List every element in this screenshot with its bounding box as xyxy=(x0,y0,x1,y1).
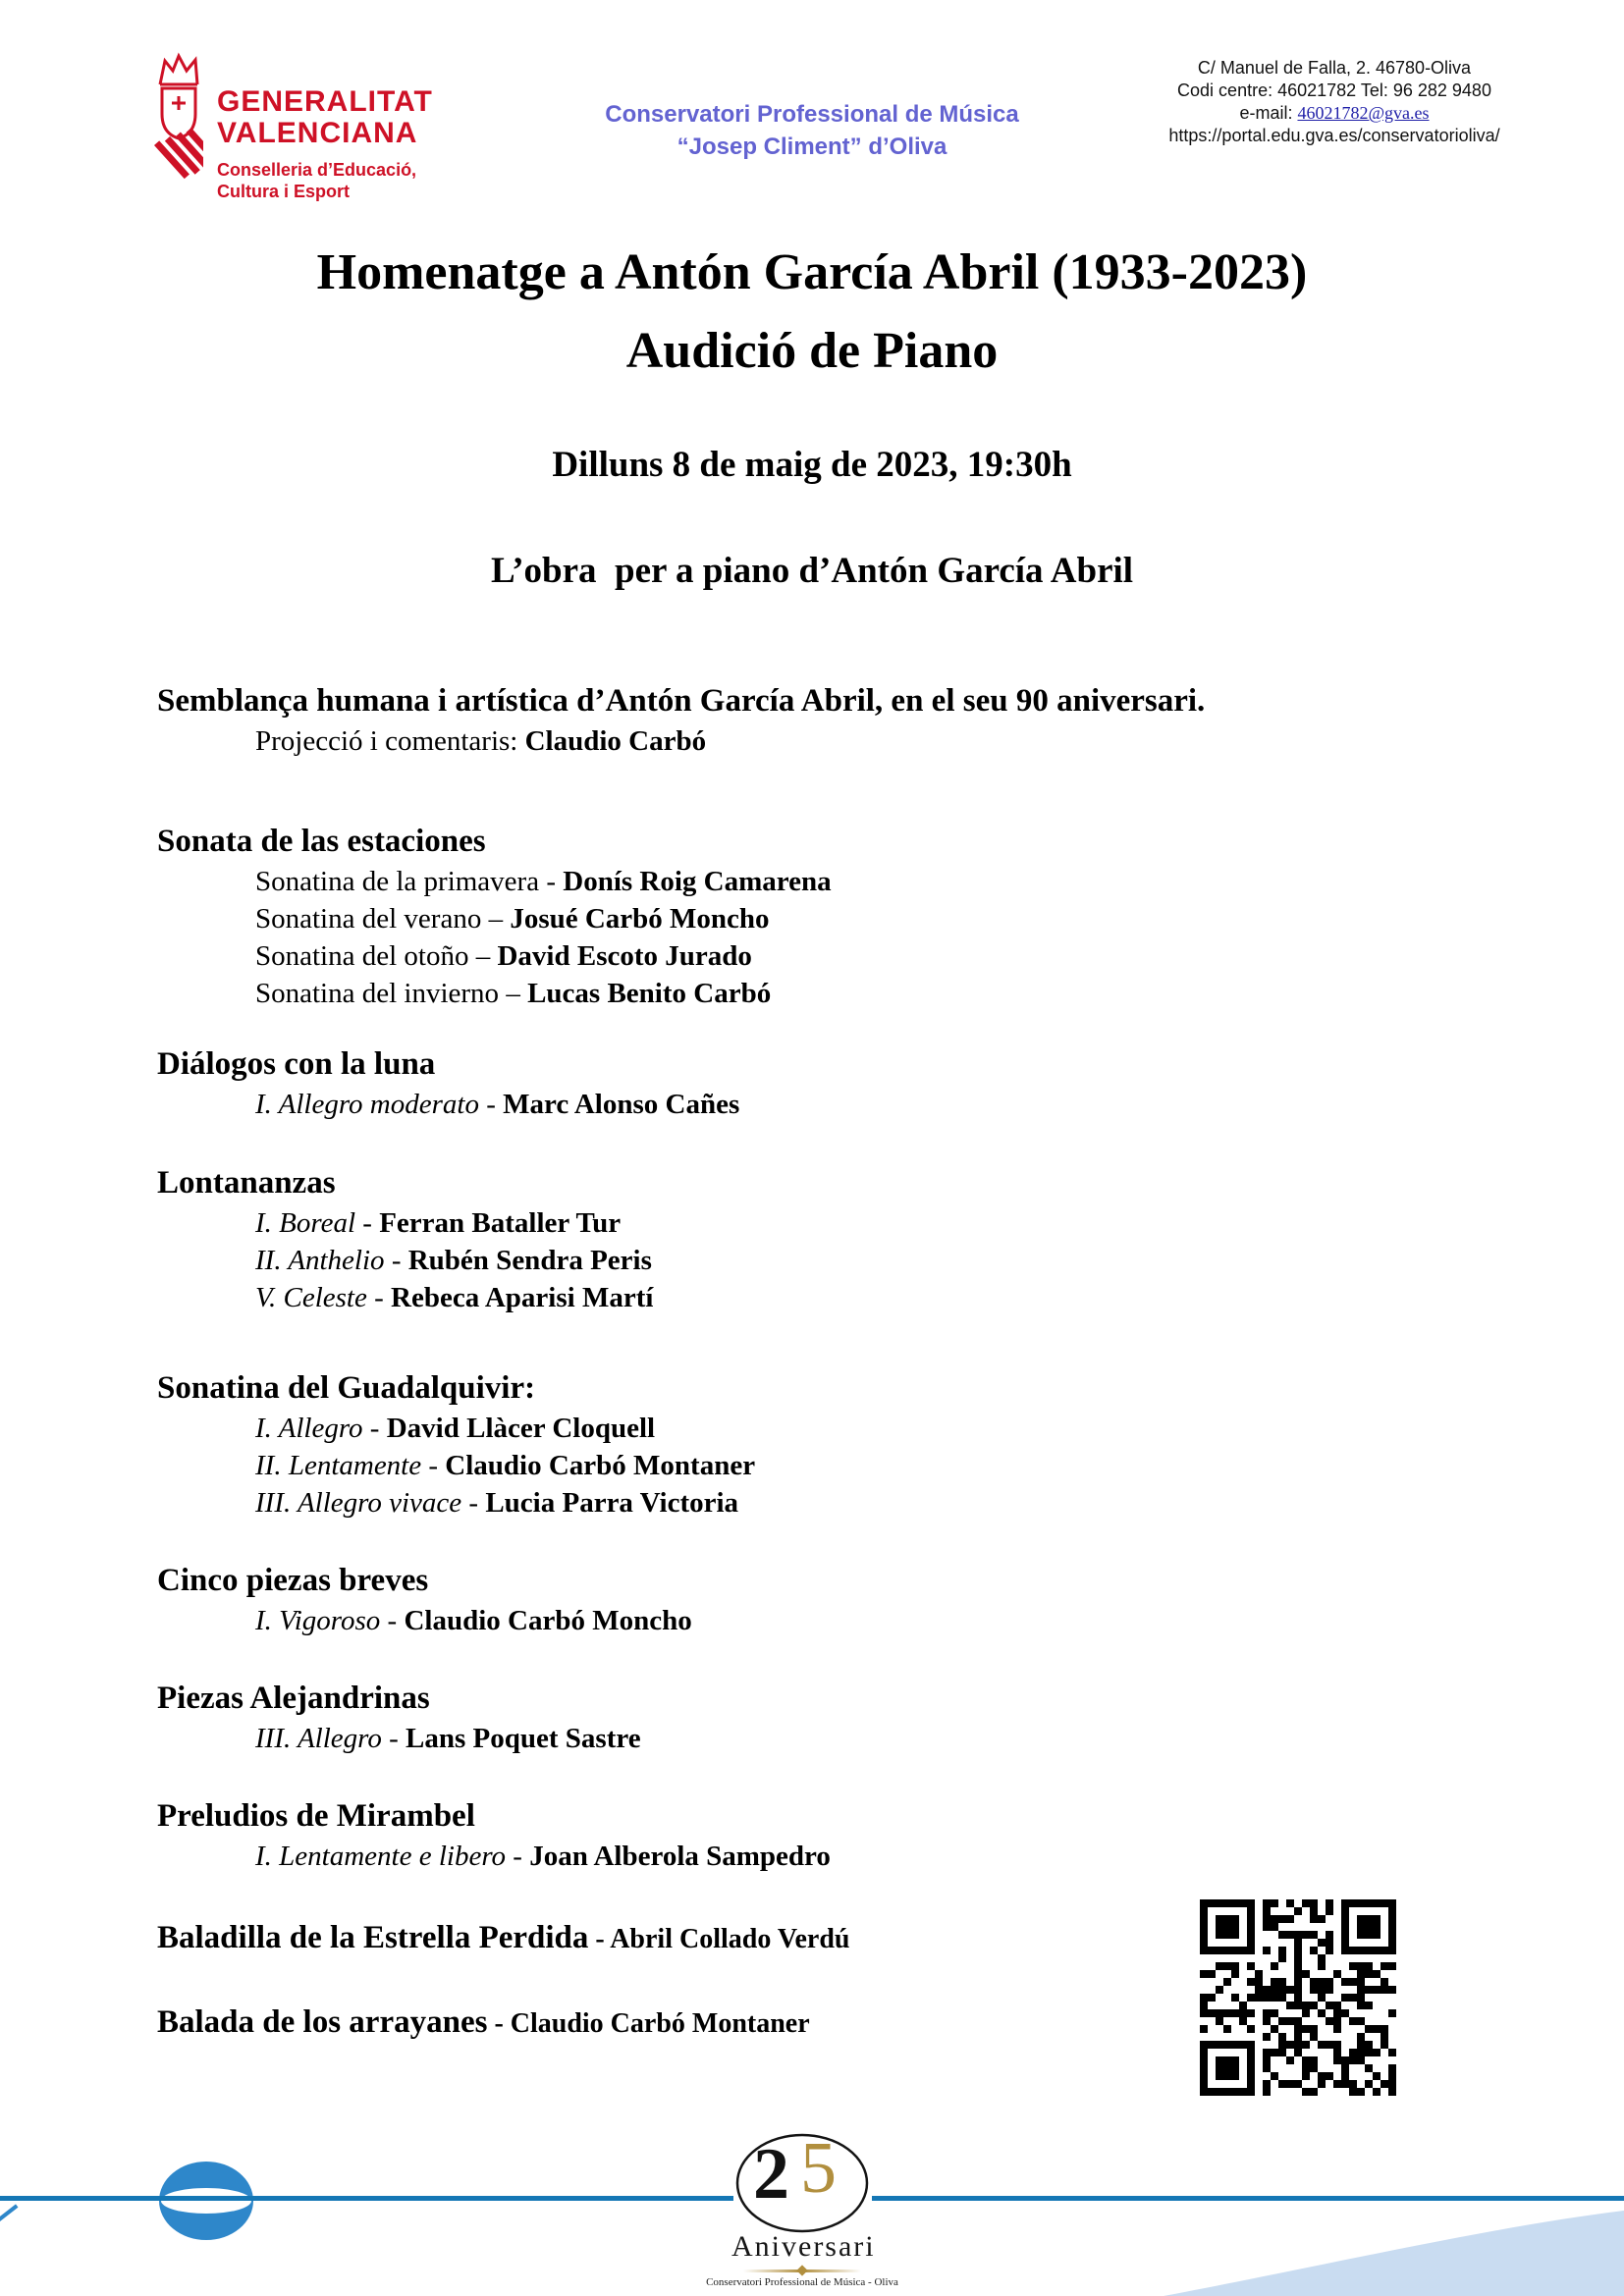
performer-name: Lucas Benito Carbó xyxy=(527,978,772,1009)
separator: – xyxy=(499,978,528,1009)
contact-email-line xyxy=(1123,102,1545,125)
footer-rule-right xyxy=(872,2196,1624,2201)
movement-title: V. Celeste xyxy=(255,1282,367,1313)
piece-title: Piezas Alejandrinas xyxy=(157,1681,430,1716)
piece-title: Diálogos con la luna xyxy=(157,1046,436,1082)
program-section xyxy=(157,1559,1565,1639)
anniversary-ornament xyxy=(743,2269,861,2272)
movement-title: III. Allegro xyxy=(255,1723,382,1754)
movement-title: I. Vigoroso xyxy=(255,1605,381,1636)
separator: - xyxy=(381,1723,406,1754)
movement-title: Sonatina del invierno xyxy=(255,978,500,1009)
performer-name: Claudio Carbó Moncho xyxy=(404,1605,692,1636)
program-item xyxy=(157,1410,1565,1447)
email-link[interactable]: 46021782@gva.es xyxy=(1297,103,1430,123)
anniversary-digit-5: 5 xyxy=(800,2128,837,2209)
program-section xyxy=(157,1794,1565,1875)
page-title xyxy=(0,234,1624,391)
movement-title: II. Lentamente xyxy=(255,1450,422,1481)
conservatory-name-line1: Conservatori Professional de Música xyxy=(605,101,1019,128)
performer-name: Claudio Carbó Montaner xyxy=(445,1450,756,1481)
performer-name: Josué Carbó Moncho xyxy=(510,903,770,934)
movement-title: Sonatina de la primavera xyxy=(255,866,540,897)
performer-name: - Abril Collado Verdú xyxy=(588,1924,850,1954)
page-title-line1: Homenatge a Antón García Abril (1933-2023) xyxy=(316,244,1308,300)
anniversary-label: Aniversari xyxy=(731,2230,876,2263)
piece-title: Cinco piezas breves xyxy=(157,1563,429,1598)
separator: - xyxy=(506,1841,530,1872)
contact-code-phone: Codi centre: 46021782 Tel: 96 282 9480 xyxy=(1177,80,1491,100)
movement-title: I. Allegro moderato xyxy=(255,1089,479,1120)
separator: - xyxy=(478,1089,504,1120)
program-item xyxy=(157,1602,1565,1639)
performer-name: David Escoto Jurado xyxy=(497,940,752,972)
piece-title: Balada de los arrayanes - Claudio Carbó Montaner xyxy=(157,2004,810,2040)
piece-title: Lontananzas xyxy=(157,1165,336,1201)
piece-title: Semblança humana i artística d’Antón García Abril, en el seu 90 aniversari. xyxy=(157,683,1206,719)
piece-title: Sonatina del Guadalquivir: xyxy=(157,1370,536,1406)
conservatory-name-line2: “Josep Climent” d’Oliva xyxy=(677,133,947,160)
performer-name: - Claudio Carbó Montaner xyxy=(487,2008,810,2039)
separator xyxy=(517,725,524,757)
movement-title: Projecció i comentaris: xyxy=(255,725,518,757)
performer-name: Donís Roig Camarena xyxy=(563,866,832,897)
performer-name: Lucia Parra Victoria xyxy=(485,1487,739,1519)
gva-sub1: Conselleria d’Educació, xyxy=(217,160,417,180)
performer-name: Rubén Sendra Peris xyxy=(407,1245,652,1276)
separator: – xyxy=(481,903,511,934)
email-label: e-mail: xyxy=(1239,103,1298,123)
program-item xyxy=(157,1242,1565,1279)
event-subtitle: L’obra per a piano d’Antón García Abril xyxy=(490,551,1134,591)
gva-line1: GENERALITAT xyxy=(217,85,433,118)
separator: - xyxy=(355,1207,380,1239)
separator: - xyxy=(421,1450,446,1481)
program-item xyxy=(157,1279,1565,1316)
separator: - xyxy=(366,1282,392,1313)
anniversary-digit-2: 2 xyxy=(753,2134,789,2215)
program-section xyxy=(157,1161,1565,1316)
program-item xyxy=(157,1838,1565,1875)
program-item xyxy=(157,1086,1565,1123)
program-item xyxy=(157,1720,1565,1757)
piece-title: Preludios de Mirambel xyxy=(157,1798,475,1834)
separator: - xyxy=(461,1487,486,1519)
separator: - xyxy=(362,1413,387,1444)
movement-title: II. Anthelio xyxy=(255,1245,385,1276)
movement-title: Sonatina del otoño xyxy=(255,940,469,972)
program-section xyxy=(157,1366,1565,1522)
program-section xyxy=(157,820,1565,1012)
performer-name: Claudio Carbó xyxy=(524,725,707,757)
event-date: Dilluns 8 de maig de 2023, 19:30h xyxy=(552,445,1072,485)
separator: - xyxy=(539,866,564,897)
contact-block xyxy=(1123,57,1545,147)
wave-mark xyxy=(0,2204,18,2222)
anniversary-small-text: Conservatori Professional de Música - Oliva xyxy=(706,2276,898,2288)
gva-line2: VALENCIANA xyxy=(217,117,418,149)
piece-title: Sonata de las estaciones xyxy=(157,824,486,859)
separator: - xyxy=(384,1245,408,1276)
movement-title: I. Boreal xyxy=(255,1207,356,1239)
program-item xyxy=(157,1484,1565,1522)
contact-address: C/ Manuel de Falla, 2. 46780-Oliva xyxy=(1197,58,1472,78)
gva-sub2: Cultura i Esport xyxy=(217,182,351,201)
movement-title: Sonatina del verano xyxy=(255,903,482,934)
program-item xyxy=(157,1204,1565,1242)
performer-name: Joan Alberola Sampedro xyxy=(529,1841,831,1872)
performer-name: Rebeca Aparisi Martí xyxy=(391,1282,654,1313)
footer-rule-left xyxy=(0,2196,733,2201)
program-section xyxy=(157,1042,1565,1123)
page-title-line2: Audició de Piano xyxy=(625,323,999,379)
program-section xyxy=(157,679,1565,760)
separator: – xyxy=(468,940,498,972)
piece-title: Baladilla de la Estrella Perdida - Abril Collado Verdú xyxy=(157,1920,850,1955)
program-section xyxy=(157,1677,1565,1757)
performer-name: David Llàcer Cloquell xyxy=(386,1413,656,1444)
movement-title: I. Allegro xyxy=(255,1413,363,1444)
separator: - xyxy=(380,1605,405,1636)
contact-url: https://portal.edu.gva.es/conservatorioliva/ xyxy=(1168,126,1500,145)
qr-code xyxy=(1200,1899,1396,2096)
performer-name: Ferran Bataller Tur xyxy=(379,1207,622,1239)
program-item xyxy=(157,1447,1565,1484)
performer-name: Lans Poquet Sastre xyxy=(406,1723,641,1754)
program-item xyxy=(157,863,1565,900)
movement-title: III. Allegro vivace xyxy=(255,1487,462,1519)
program-item xyxy=(157,722,1565,760)
program-item xyxy=(157,900,1565,937)
program-item xyxy=(157,975,1565,1012)
movement-title: I. Lentamente e libero xyxy=(255,1841,507,1872)
program-item xyxy=(157,937,1565,975)
performer-name: Marc Alonso Cañes xyxy=(503,1089,740,1120)
globe-logo-icon xyxy=(159,2162,253,2240)
